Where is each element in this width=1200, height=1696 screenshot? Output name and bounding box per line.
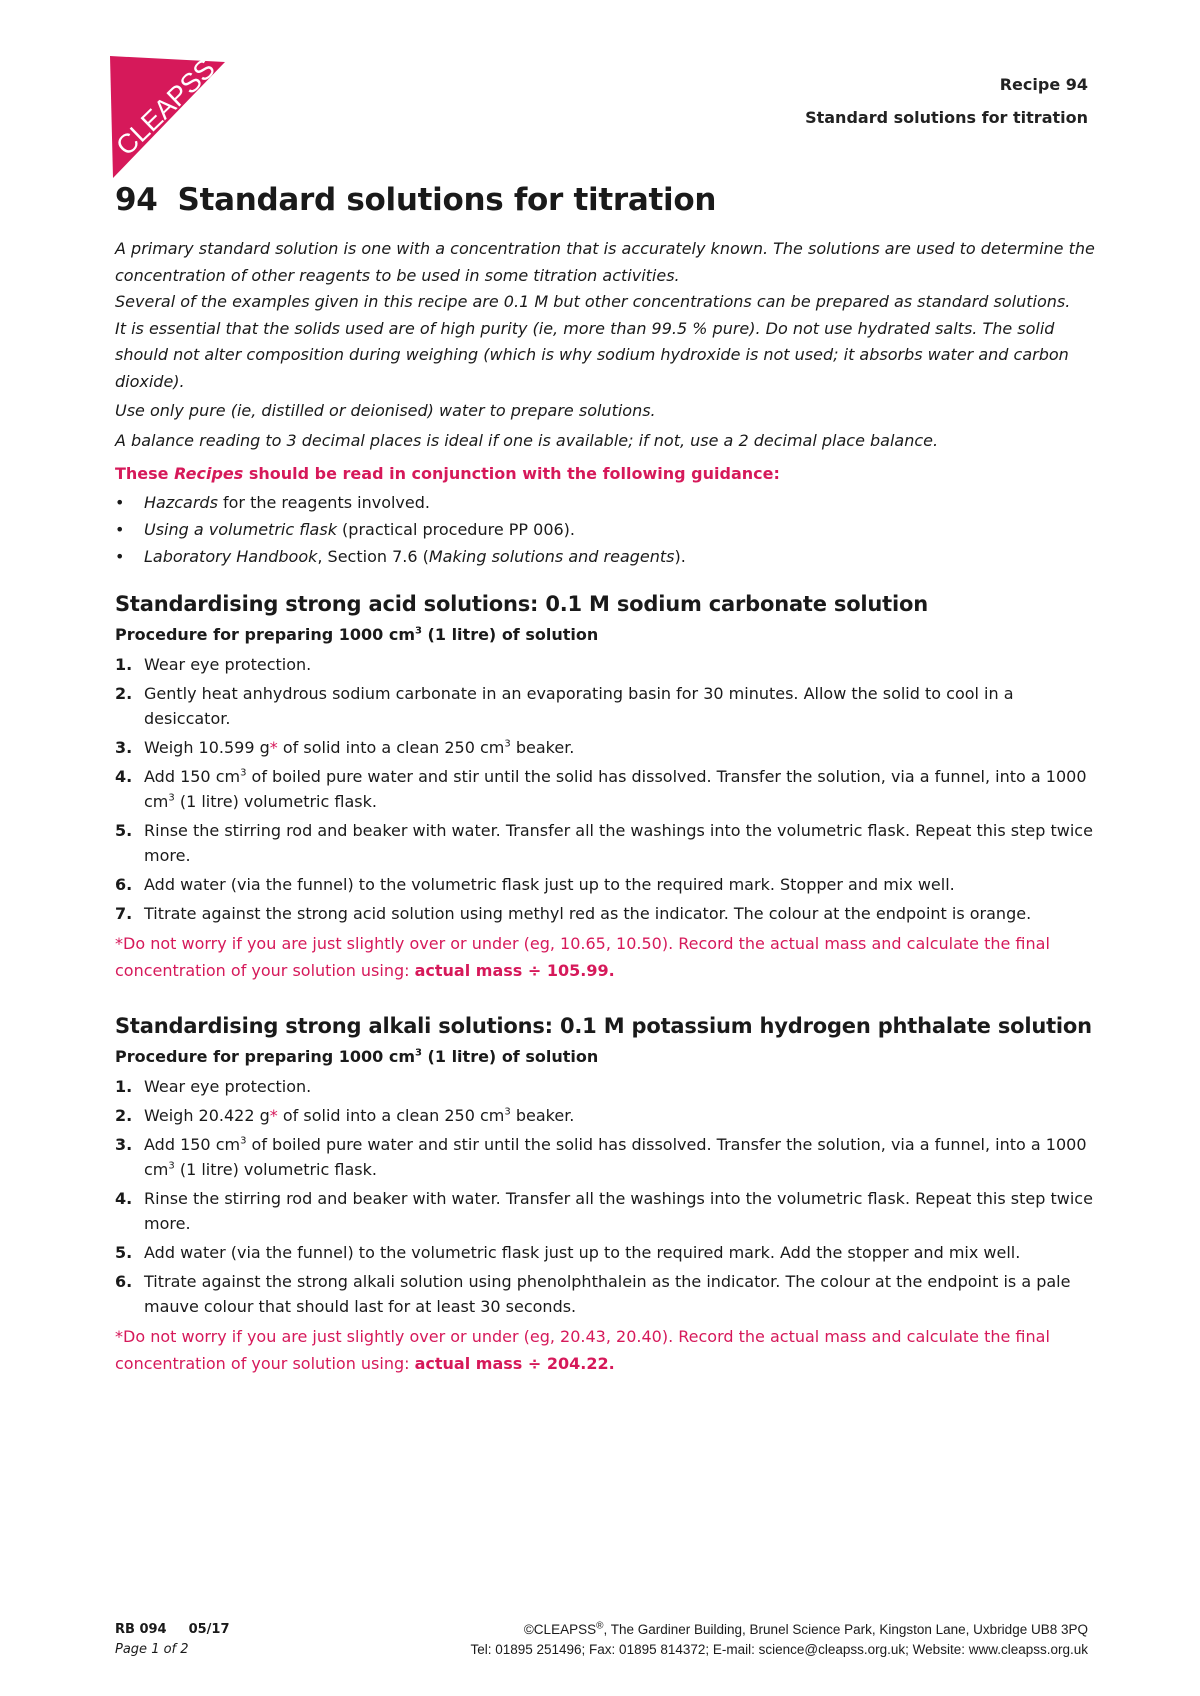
document-code: RB 094 [115,1622,167,1637]
cleapss-logo [0,0,240,190]
recipe-subtitle: Standard solutions for titration [805,108,1088,127]
steps-list-alkali [115,1074,1095,1319]
intro-paragraph: Several of the examples given in this recipe are 0.1 M but other concentrations can be prepared as standard solutions. [115,292,1071,311]
intro-paragraph: It is essential that the solids used are of high purity (ie, more than 99.5 % pure). Do not use hydrated salts. The solid should not alter composition during weighing (which is why sodium hydroxide is not used; it absorbs water and carbon dioxide). [115,318,1069,391]
footer-left [115,1620,230,1660]
list-item: 2. Gently heat anhydrous sodium carbonate in an evaporating basin for 30 minutes. Allow the solid to cool in a desiccator. [115,684,1014,728]
section-heading-acid: Standardising strong acid solutions: 0.1 M sodium carbonate solution [115,592,928,616]
mass-note-alkali: *Do not worry if you are just slightly over or under (eg, 20.43, 20.40). Record the actual mass and calculate the final concentration of your solution using: actual mass ÷ 204.22. [115,1327,1050,1373]
page-title [115,182,1095,218]
document-body [115,182,1095,1377]
list-item: 3. Weigh 10.599 g* of solid into a clean 250 $cm^3$ beaker. [115,738,575,757]
footer-right [470,1620,1088,1660]
logo-text: CLEAPSS [110,53,221,162]
list-item: 1. Wear eye protection. [115,1077,312,1096]
list-item: • Laboratory Handbook, Section 7.6 (Making solutions and reagents). [115,543,1095,570]
footer-contact: Tel: 01895 251496; Fax: 01895 814372; E-mail: science@cleapss.org.uk; Website: www.cleapss.org.uk [470,1642,1088,1657]
list-item: 3. Add 150 $cm^3$ of boiled pure water and stir until the solid has dissolved. Transfer the solution, via a funnel, into a 1000 $cm^3$ (1 litre) volumetric flask. [115,1135,1087,1179]
list-item: 7. Titrate against the strong acid solution using methyl red as the indicator. The colour at the endpoint is orange. [115,904,1032,923]
bullet: • [115,547,125,566]
mass-note-acid: *Do not worry if you are just slightly over or under (eg, 10.65, 10.50). Record the actual mass and calculate the final concentration of your solution using: actual mass ÷ 105.99. [115,934,1050,980]
list-item: 5. Rinse the stirring rod and beaker with water. Transfer all the washings into the volumetric flask. Repeat this step twice more. [115,821,1093,865]
section-heading-alkali: Standardising strong alkali solutions: 0.1 M potassium hydrogen phthalate solution [115,1014,1092,1038]
guidance-list [115,489,1095,570]
intro-paragraph: Use only pure (ie, distilled or deionised) water to prepare solutions. [115,401,656,420]
intro-paragraph: A balance reading to 3 decimal places is ideal if one is available; if not, use a 2 decimal place balance. [115,430,939,450]
intro-paragraph: A primary standard solution is one with a concentration that is accurately known. The solutions are used to determine the concentration of other reagents to be used in some titration activities. [115,239,1095,285]
list-item: 6. Titrate against the strong alkali solution using phenolphthalein as the indicator. The colour at the endpoint is a pale mauve colour that should last for at least 30 seconds. [115,1272,1071,1316]
guidance-heading: These Recipes should be read in conjunction with the following guidance: [115,464,780,483]
footer-address: ©CLEAPSS®, The Gardiner Building, Brunel Science Park, Kingston Lane, Uxbridge UB8 3PQ [523,1620,1088,1637]
page-header [805,68,1088,134]
bullet: • [115,493,125,512]
list-item: 1. Wear eye protection. [115,655,312,674]
procedure-heading: Procedure for preparing 1000 $cm^3$ (1 litre) of solution [115,1047,599,1066]
document-date: 05/17 [188,1622,230,1637]
logo-graphic [0,0,240,190]
intro [115,236,1095,454]
list-item: • Hazcards for the reagents involved. [115,489,1095,516]
list-item: 5. Add water (via the funnel) to the volumetric flask just up to the required mark. Add the stopper and mix well. [115,1243,1021,1262]
page-number: Page 1 of 2 [115,1642,189,1657]
list-item: 2. Weigh 20.422 g* of solid into a clean 250 $cm^3$ beaker. [115,1106,575,1125]
bullet: • [115,520,125,539]
title-number: 94 [115,182,158,218]
list-item: 4. Rinse the stirring rod and beaker with water. Transfer all the washings into the volumetric flask. Repeat this step twice more. [115,1189,1093,1233]
recipe-label: Recipe 94 [999,75,1088,94]
title-text: Standard solutions for titration [177,182,717,218]
list-item: 6. Add water (via the funnel) to the volumetric flask just up to the required mark. Stopper and mix well. [115,875,955,894]
list-item: • Using a volumetric flask (practical procedure PP 006). [115,516,1095,543]
steps-list-acid [115,652,1095,926]
list-item: 4. Add 150 $cm^3$ of boiled pure water and stir until the solid has dissolved. Transfer the solution, via a funnel, into a 1000 $cm^3$ (1 litre) volumetric flask. [115,767,1087,811]
procedure-heading: Procedure for preparing 1000 $cm^3$ (1 litre) of solution [115,625,599,644]
